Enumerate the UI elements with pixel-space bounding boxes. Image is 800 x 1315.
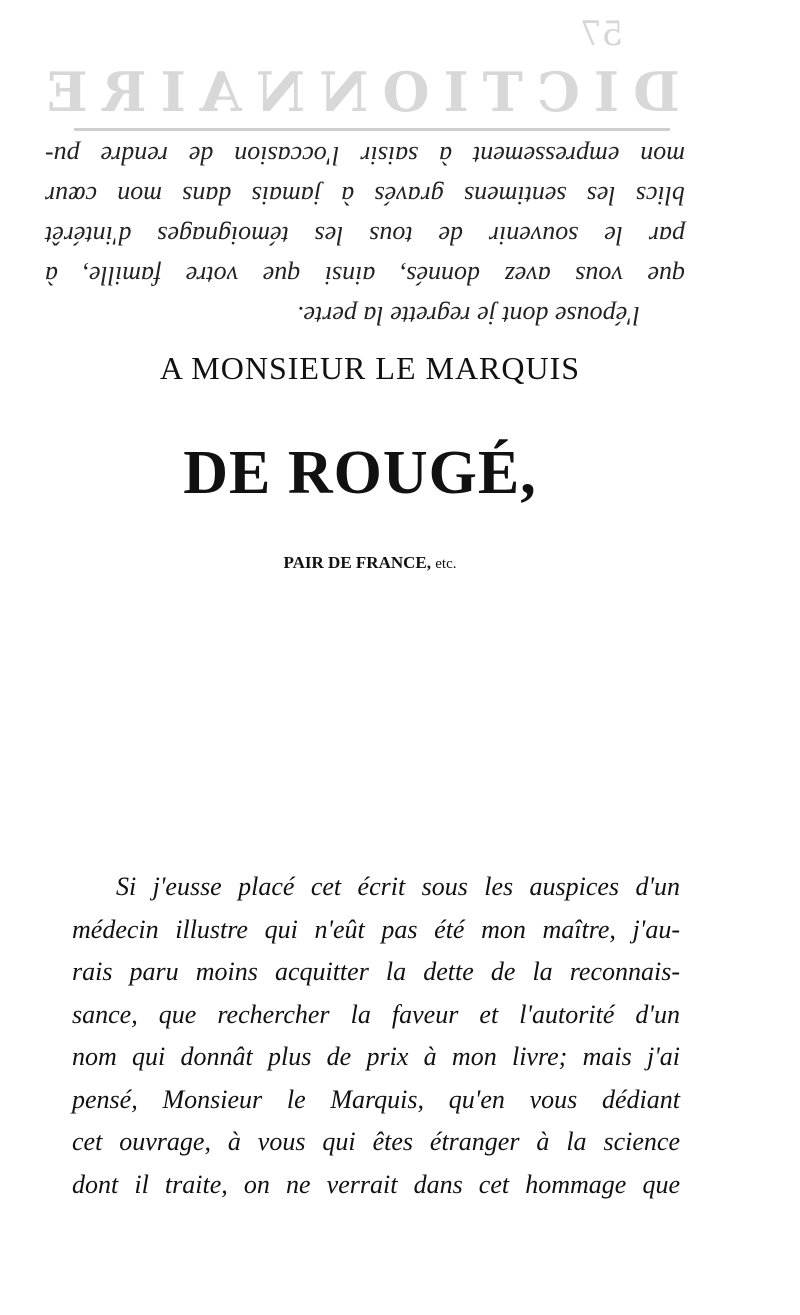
dedication-title-text: PAIR DE FRANCE, [283, 553, 431, 572]
body-line: médecin illustre qui n'eût pas été mon maître, j'au- [72, 914, 680, 944]
show-through-line: que vous avez donnés, ainsi que votre famille, à [45, 261, 685, 290]
show-through-line: l'épouse dont je regrette la perte. [297, 301, 640, 330]
dedication-name: DE ROUGÉ, [183, 439, 537, 507]
body-line: rais paru moins acquitter la dette de la reconnais- [72, 957, 680, 986]
dedication-title [0, 553, 740, 573]
body-paragraph [72, 866, 680, 1206]
dedication-title-suffix: etc. [435, 556, 457, 572]
body-line: cet ouvrage, à vous qui êtes étranger à la science [72, 1127, 680, 1156]
show-through-line: blics les sentimens gravés à jamais dans mon cœur [45, 181, 685, 210]
show-through-page-number: 57 [580, 14, 624, 54]
body-line: pensé, Monsieur le Marquis, qu'en vous dédiant [72, 1084, 680, 1114]
show-through-rule [74, 128, 670, 131]
show-through-header: DICTIONNAIRE [32, 60, 680, 124]
dedication-addressee: A MONSIEUR LE MARQUIS [159, 350, 581, 386]
body-line: Si j'eusse placé cet écrit sous les auspices d'un [116, 872, 680, 901]
show-through-line: par le souvenir de tous les témoignages d'intérêt [45, 221, 685, 250]
body-line: dont il traite, on ne verrait dans cet hommage que [72, 1169, 680, 1199]
show-through-line: mon empressement à saisir l'occasion de rendre pu- [45, 141, 685, 170]
body-line: nom qui donnât plus de prix à mon livre; mais j'ai [72, 1042, 680, 1071]
body-line: sance, que rechercher la faveur et l'autorité d'un [72, 999, 680, 1029]
